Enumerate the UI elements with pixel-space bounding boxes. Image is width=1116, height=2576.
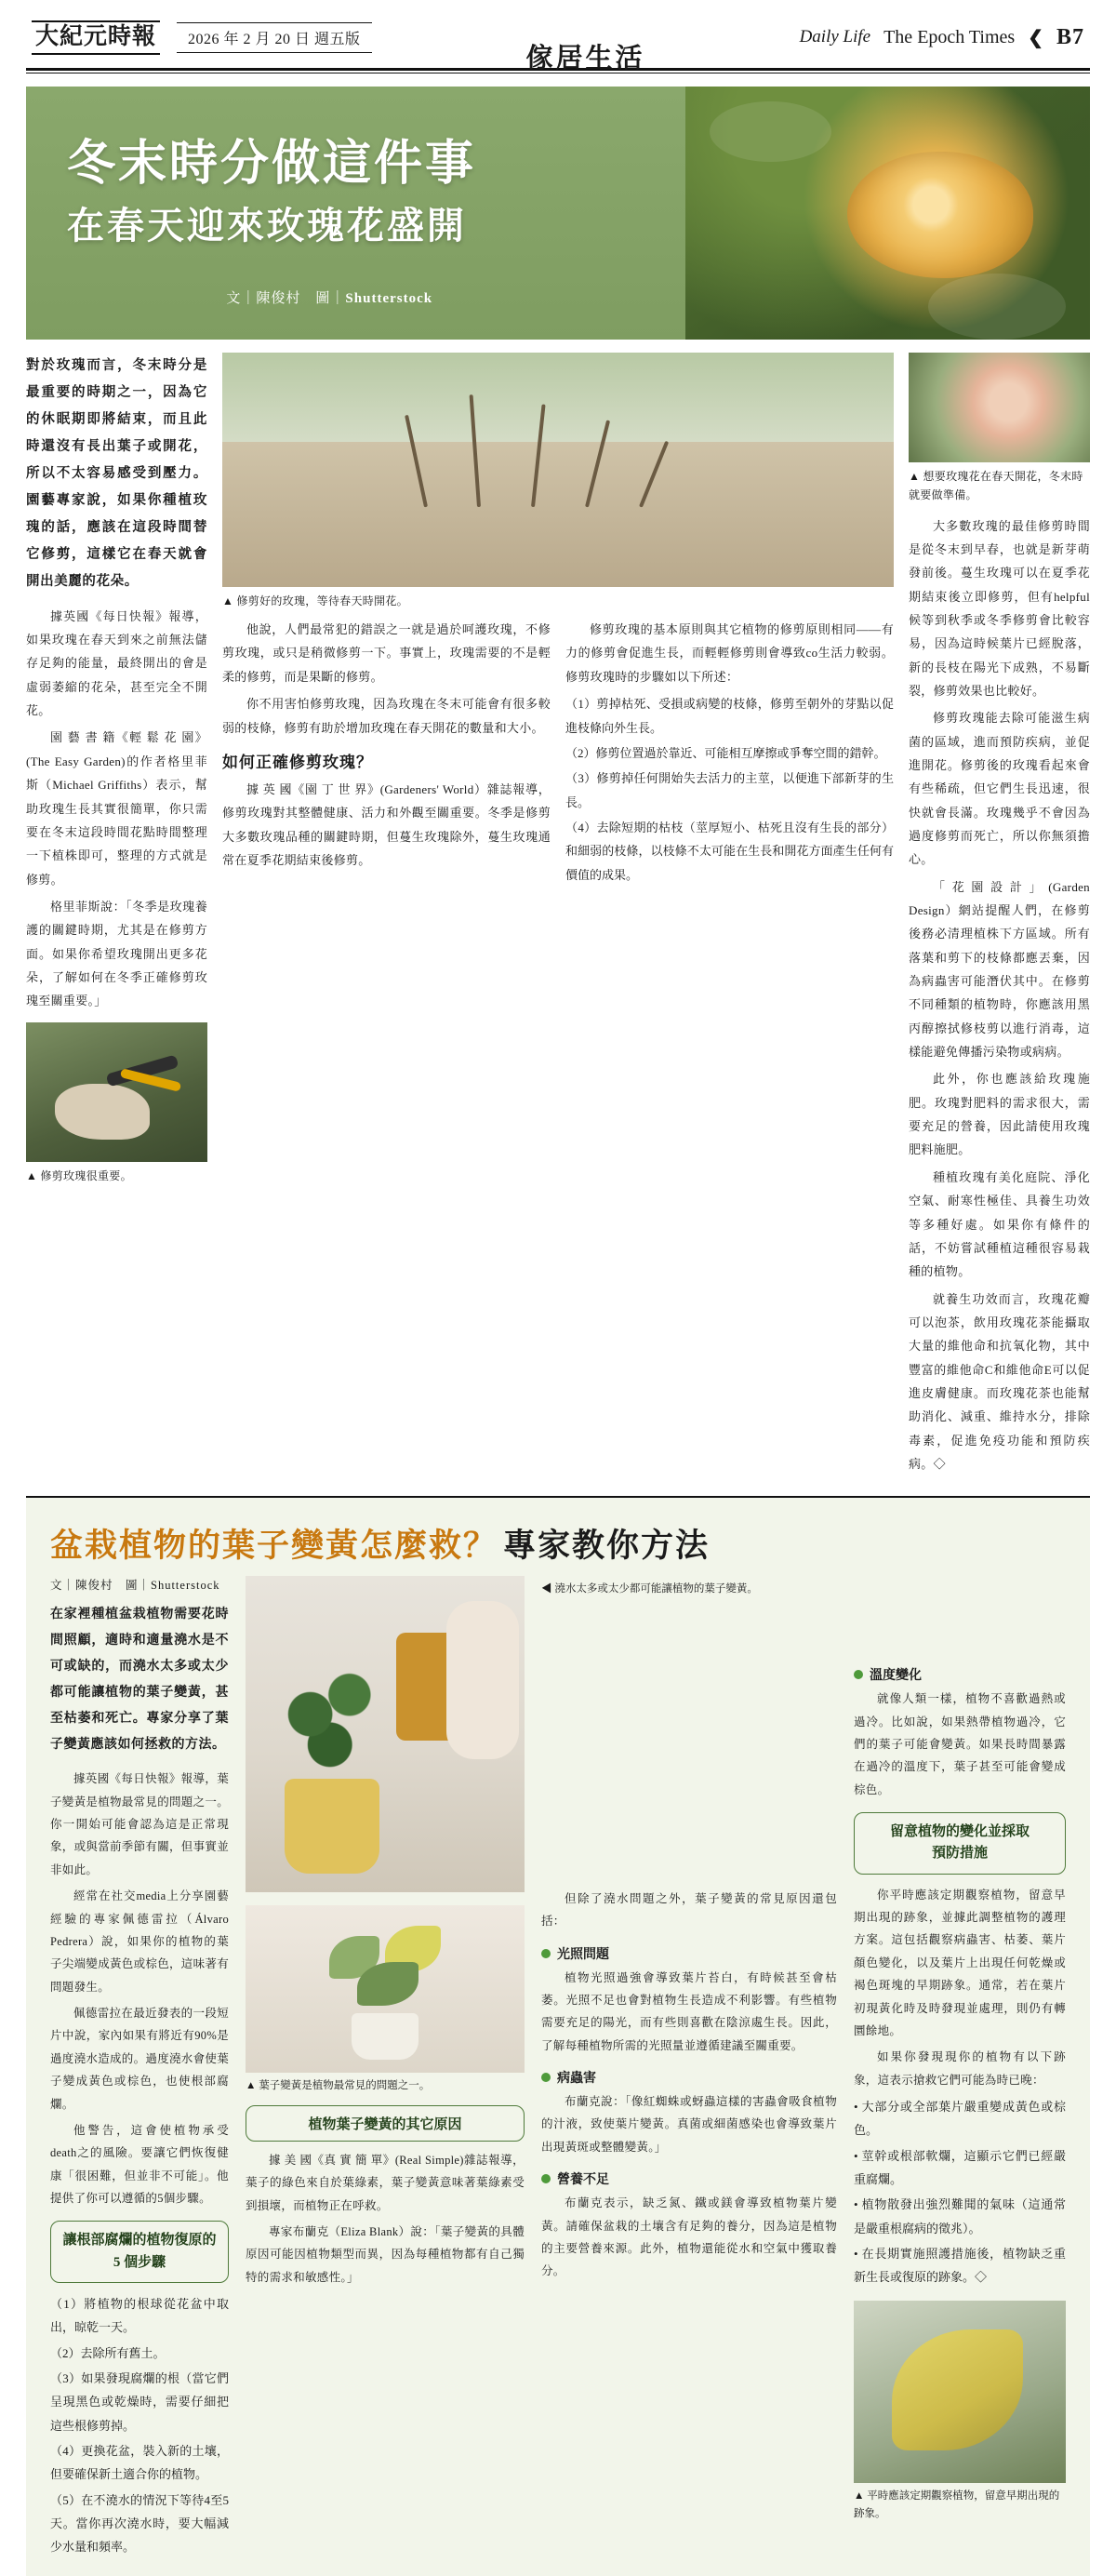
paragraph: 你平時應該定期觀察植物，留意早期出現的跡象，並據此調整植物的護理方案。這包括觀察病蟲害、枯萎、葉片顏色變化，以及葉片上出現任何乾燥或褐色斑塊的早期跡象。通常，若在葉片初現黃化時及時發現並處理，則仍有轉圜餘地。 [854, 1888, 1066, 2037]
box-title-line1: 留意植物的變化並採取 [889, 1824, 1030, 1840]
article1-subheading-prune: 如何正確修剪玫瑰？ [222, 753, 373, 771]
watering-photo [246, 1576, 525, 1892]
list-item: • 在長期實施照護措施後，植物缺乏重新生長或復原的跡象。◇ [854, 2247, 1066, 2285]
article1-byline [226, 287, 432, 307]
plant-pot-shape [285, 1779, 379, 1874]
list-item: （2）去除所有舊土。 [50, 2345, 166, 2360]
issue-title: 病蟲害 [557, 2072, 596, 2087]
paragraph: 他警告，這會使植物承受death之的風險。要讓它們恢復健康「很困難，但並非不可能」。他提供了你可以遵循的5個步驟。 [50, 2123, 229, 2206]
article2-title-orange: 盆栽植物的葉子變黃怎麼救？ [50, 1528, 498, 1565]
list-item: （3）如果發現腐爛的根（當它們呈現黑色或乾燥時，需要仔細把這些根修剪掉。 [50, 2370, 229, 2433]
list-item: （5）在不澆水的情況下等待4至5天。當你再次澆水時，要大幅減少水量和頻率。 [50, 2492, 229, 2555]
article1-title-line2: 在春天迎來玫瑰花盛開 [67, 205, 467, 247]
leaf-shape [928, 274, 1066, 340]
photo-sky [222, 353, 894, 442]
hero-title-panel [26, 87, 685, 340]
paragraph: 園 藝 書 籍《輕 鬆 花 園》(The Easy Garden)的作者格里菲斯（Michael Griffiths）表示，幫助玫瑰生長其實很簡單，你只需要在冬末這段時間花點時間整理一下植株即可，整理的方式就是修剪。 [26, 730, 207, 887]
list-item: • 莖幹或根部軟爛，這顯示它們已經嚴重腐爛。 [854, 2148, 1066, 2187]
plant-pot-shape [352, 2013, 418, 2060]
article1-column-3 [909, 353, 1090, 1480]
yellow-leaf-photo-caption: ▲ 葉子變黃是植物最常見的問題之一。 [246, 2080, 431, 2092]
paragraph: 但除了澆水問題之外，葉子變黃的常見原因還包括： [541, 1891, 837, 1929]
issue-light-heading [541, 1944, 837, 1963]
article1-hero [26, 87, 1090, 340]
bullet-dot-icon [541, 1949, 551, 1958]
paragraph: 如果你發現現你的植物有以下跡象，這表示搶救它們可能為時已晚： [854, 2050, 1066, 2087]
issue-temperature-heading [854, 1665, 1066, 1684]
article1-col2b-text [222, 778, 551, 872]
article2-lead: 在家裡種植盆栽植物需要花時間照顧，適時和適量澆水是不可或缺的，而澆水太多或太少都可能讓植物的葉子變黃，甚至枯萎和死亡。專家分享了葉子變黃應該如何拯救的方法。 [50, 1608, 229, 1753]
paragraph: 據英國《每日快報》報導，如果玫瑰在春天到來之前無法儲存足夠的能量，最終開出的會是虛弱萎縮的花朵，甚至完全不開花。 [26, 608, 207, 718]
masthead-right [800, 25, 1084, 50]
list-item: （1）剪掉枯死、受損或病變的枝條，修剪至朝外的芽點以促進枝條向外生長。 [565, 697, 894, 735]
brand-name-en: The Epoch Times [884, 26, 1016, 47]
rose-bush-photo [222, 353, 894, 587]
issue-pests-text [541, 2090, 837, 2158]
box-title-line2: 預防措施 [931, 1846, 988, 1862]
recovery-steps-list [50, 2292, 229, 2559]
paragraph: 此外，你也應該給玫瑰施肥。玫瑰對肥料的需求很大，需要充足的營養，因此請使用玫瑰肥料施肥。 [909, 1072, 1090, 1157]
article1-column-2 [222, 353, 894, 1480]
issue-nutrition-heading [541, 2169, 837, 2188]
issue-title: 溫度變化 [870, 1669, 922, 1684]
article2 [26, 1496, 1090, 2575]
section-title: 傢居生活 [525, 44, 645, 74]
paragraph: 修剪玫瑰的基本原則與其它植物的修剪原則相同——有力的修剪會促進生長，而輕輕修剪則會導致со生活力較弱。修剪玫瑰時的步驟如以下所述： [565, 622, 894, 684]
bullet-dot-icon [541, 2174, 551, 2183]
paragraph: 就像人類一樣，植物不喜歡過熱或過冷。比如說，如果熱帶植物過冷，它們的葉子可能會變黃。如果長時間暴露在過冷的溫度下，葉子甚至可能會變成棕色。 [854, 1692, 1066, 1796]
rose-bloom [847, 152, 1033, 278]
pruning-photo [26, 1022, 207, 1162]
article1-col2-text [222, 618, 551, 740]
paragraph: 他說，人們最常犯的錯誤之一就是過於呵護玫瑰，不修剪玫瑰，或只是稍微修剪一下。事實上，玫瑰需要的不是輕柔的修剪，而是果斷的修剪。 [222, 622, 551, 684]
newspaper-logo: 大紀元時報 [32, 20, 160, 55]
yellow-leaf-plant-photo [246, 1905, 525, 2073]
box-title-line1: 讓根部腐爛的植物復原的 [62, 2233, 217, 2249]
article1-body [26, 340, 1090, 1480]
list-item: （3）修剪掉任何開始失去活力的主莖，以便進下部新芽的生長。 [565, 771, 894, 809]
article2-column-2 [246, 1576, 525, 2560]
paragraph: 「花園設計」(Garden Design）網站提醒人們，在修剪後務必清理植株下方區域。所有落葉和剪下的枝條都應丟棄，因為病蟲害可能潛伏其中。在修剪不同種類的植物時，你應該用黑丙醇擦拭修枝剪以進行消毒，這樣能避免傳播污染物或病病。 [909, 879, 1090, 1060]
paragraph: 修剪玫瑰能去除可能滋生病菌的區域，進而預防疾病，並促進開花。修剪後的玫瑰看起來會有些稀疏，但它們生長迅速，很快就會長滿。玫瑰幾乎不會因為過度修剪而死亡，所以你無須擔心。 [909, 711, 1090, 867]
late-signs-list [854, 2095, 1066, 2289]
article1-title-line1: 冬末時分做這件事 [67, 137, 477, 191]
issue-light-text [541, 1967, 837, 2058]
bullet-dot-icon [541, 2073, 551, 2082]
yellow-leaf-closeup-photo [854, 2301, 1066, 2483]
masthead [0, 0, 1116, 74]
article1-col1-text [26, 605, 207, 1013]
plant-foliage-shape [273, 1659, 396, 1798]
paragraph: 種植玫瑰有美化庭院、淨化空氣、耐寒性極佳、具養生功效等多種好處。如果你有條件的話，不妨嘗試種植這種很容易栽種的植物。 [909, 1169, 1090, 1279]
paragraph: 據英國《每日快報》報導，葉子變黃是植物最常見的問題之一。你一開始可能會認為這是正常現象，或與當前季節有關，但事實並非如此。 [50, 1772, 230, 1876]
list-item: • 大部分或全部葉片嚴重變成黃色或棕色。 [854, 2100, 1066, 2138]
article1-byline-source: Shutterstock [345, 290, 433, 306]
issue-light [541, 1944, 837, 2058]
article1-col4-text [909, 514, 1090, 1476]
leaf-shape [892, 2329, 1023, 2449]
leaf-shape [710, 101, 830, 162]
article1-lead: 對於玫瑰而言，冬末時分是最重要的時期之一，因為它的休眠期即將結束，而且此時還沒有長出葉子或開花，所以不太容易感受到壓力。園藝專家說，如果你種植玫瑰的話，應該在這段時間替它修剪，這樣它在春天就會開出美麗的花朵。 [26, 357, 207, 589]
other-reasons-box-title: 植物葉子變黃的其它原因 [246, 2105, 525, 2142]
article2-title-black: 專家教你方法 [503, 1528, 711, 1565]
article2-other-reasons-text [246, 2149, 525, 2289]
list-item: （4）更換花盆，裝入新的土壤，但要確保新土適合你的植物。 [50, 2443, 229, 2482]
paragraph: 據 英 國《園 丁 世 界》(Gardeners' World）雜誌報導，修剪玫瑰對其整體健康、活力和外觀至關重要。冬季是修剪大多數玫瑰品種的關鍵時期，但蔓生玫瑰除外，蔓生玫瑰通常在夏季花期結束後修剪。 [222, 781, 551, 867]
issue-nutrition-text [541, 2192, 837, 2283]
article2-body [26, 1576, 1090, 2560]
paragraph: 格里菲斯說：「冬季是玫瑰養護的關鍵時期，尤其是在修剪方面。如果你希望玫瑰開出更多花朵，了解如何在冬季正確修剪玫瑰至關重要。」 [26, 899, 207, 1008]
issue-title: 光照問題 [557, 1947, 609, 1962]
paragraph: 植物光照過強會導致葉片苔白，有時候甚至會枯萎。光照不足也會對植物生長造成不利影響。有些植物需要充足的陽光，而有些則喜歡在陰涼處生長。因此，了解每種植物所需的光照量並遵循建議至關重要。 [541, 1970, 837, 2052]
issue-temperature [854, 1665, 1066, 1801]
paragraph: 據 美 國《真 實 簡 單》(Real Simple)雜誌報導，葉子的綠色來自於葉綠素，葉子變黃意味著葉綠素受到損壞，而植物正在呼救。 [246, 2153, 525, 2212]
spring-rose-photo [909, 353, 1090, 462]
list-item: • 植物散發出強烈難聞的氣味（這通常是嚴重根腐病的徵兆）。 [854, 2197, 1066, 2236]
arm-shape [446, 1601, 519, 1759]
leaf-closeup-caption: ▲ 平時應該定期觀察植物，留意早期出現的跡象。 [854, 2489, 1060, 2520]
prevention-box-title [854, 1812, 1066, 1875]
paragraph: 經常在社交media上分享園藝經驗的專家佩德雷拉（Álvaro Pedrera）說，如果你的植物的葉子尖端變成黃色或棕色，這味著有問題發生。 [50, 1889, 230, 1994]
hero-rose-photo [685, 87, 1090, 340]
article1-subcolumn-b [565, 618, 894, 888]
article1-byline-text: 文｜陳俊村 圖｜ [226, 290, 346, 306]
article1-subcolumn-a [222, 618, 551, 888]
box-title-line2: 5 個步驟 [113, 2254, 166, 2270]
article2-byline: 文｜陳俊村 圖｜Shutterstock [50, 1579, 220, 1593]
rose-bush-photo-caption: ▲ 修剪好的玫瑰，等待春天時開花。 [222, 594, 408, 607]
issue-pests-heading [541, 2068, 837, 2087]
paragraph: 佩德雷拉在最近發表的一段短片中說，家內如果有將近有90%是過度澆水造成的。過度澆水會使葉子變成黃色或棕色，也使根部腐爛。 [50, 2007, 230, 2111]
paragraph: 你不用害怕修剪玫瑰，因為玫瑰在冬末可能會有很多較弱的枝條，修剪有助於增加玫瑰在春天開花的數量和大小。 [222, 697, 551, 735]
article2-mid-intro [541, 1888, 837, 1933]
article2-column-4 [854, 1576, 1066, 2560]
article2-headline [26, 1498, 1090, 1576]
paragraph: 專家布蘭克（Eliza Blank）說：「葉子變黃的具體原因可能因植物類型而異，因為每種植物都有自己獨特的需求和敏感性。」 [246, 2224, 525, 2284]
article2-col4-text [854, 1884, 1066, 2091]
chevron-left-icon: ❮ [1028, 27, 1043, 48]
paragraph: 布蘭克說：「像紅蜘蛛或蚜蟲這樣的害蟲會吸食植物的汁液，致使葉片變黃。真菌或細菌感染也會導致葉片出現黃斑或整體變黃。」 [541, 2095, 837, 2154]
article2-column-1 [50, 1576, 229, 2560]
photo-ground [222, 442, 894, 587]
hand-shape [55, 1084, 149, 1140]
recovery-steps-box-title [50, 2221, 229, 2283]
paragraph: 就養生功效而言，玫瑰花瓣可以泡茶，飲用玫瑰花茶能攝取大量的維他命和抗氧化物，其中豐富的維他命C和維他命E可以促進皮膚健康。而玫瑰花茶也能幫助消化、減重、維持水分，排除毒素，促進免疫功能和預防疾病。◇ [909, 1291, 1090, 1471]
bullet-dot-icon [854, 1670, 863, 1679]
article2-column-3 [541, 1576, 837, 2560]
issue-title: 營養不足 [557, 2173, 609, 2188]
article1-col3-intro [565, 618, 894, 688]
issue-nutrition [541, 2169, 837, 2283]
page-number: B7 [1056, 24, 1084, 49]
issue-date: 2026 年 2 月 20 日 週五版 [177, 22, 372, 53]
paragraph: 布蘭克表示，缺乏氮、鐵或鎂會導致植物葉片變黃。請確保盆栽的土壤含有足夠的養分，因為這是植物的主要營養來源。此外，植物還能從水和空氣中獲取養分。 [541, 2196, 837, 2278]
pruning-photo-caption: ▲ 修剪玫瑰很重要。 [26, 1168, 132, 1182]
paragraph: 大多數玫瑰的最佳修剪時間是從冬末到早春，也就是新芽萌發前後。蔓生玫瑰可以在夏季花期結束後立即修剪，但有helpful候等到秋季或冬季修剪會比較容易，因為這時候葉片已經脫落，新的長枝在陽光下成熟，不易斷裂，修剪效果也比較好。 [909, 518, 1090, 698]
list-item: （4）去除短期的枯枝（莖厚短小、枯死且沒有生長的部分）和細弱的枝條，以枝條不太可能在生長和開花方面產生任何有價值的成果。 [565, 820, 894, 882]
watering-photo-caption: ◀ 澆水太多或太少都可能讓植物的葉子變黃。 [541, 1583, 758, 1595]
masthead-left [32, 20, 372, 55]
issue-pests [541, 2068, 837, 2158]
hero-title-group [67, 135, 476, 249]
issue-temperature-text [854, 1688, 1066, 1801]
article1-prune-steps [565, 692, 894, 887]
section-title-en: Daily Life [799, 27, 871, 47]
list-item: （2）修剪位置過於靠近、可能相互摩擦或爭奪空間的錯幹。 [565, 745, 886, 760]
article1-column-1 [26, 353, 207, 1480]
spring-rose-photo-caption: ▲ 想要玫瑰花在春天開花，冬末時就要做準備。 [909, 469, 1083, 502]
list-item: （1）將植物的根球從花盆中取出，晾乾一天。 [50, 2296, 229, 2335]
article2-col1-text [50, 1768, 229, 2209]
